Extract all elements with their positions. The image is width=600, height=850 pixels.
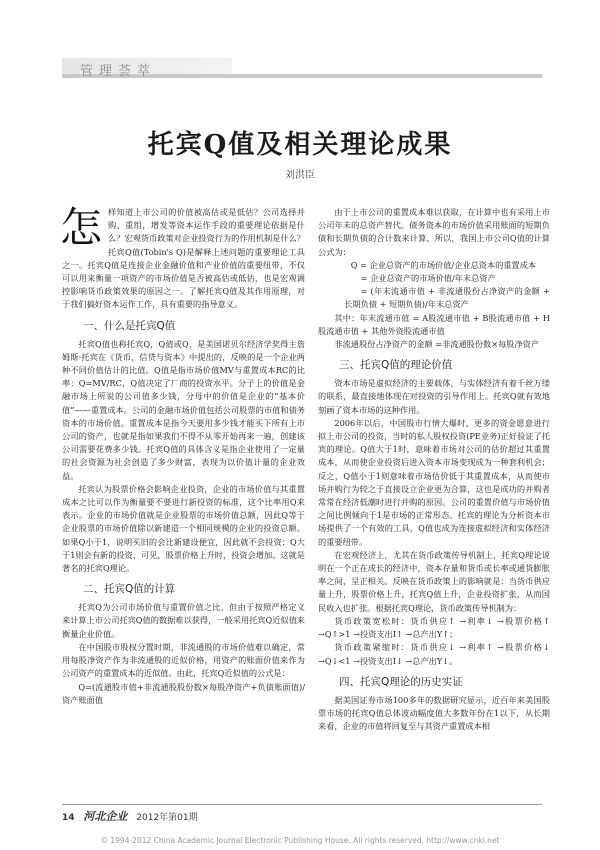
section-heading-3: 三、托宾Q值的理论价值: [339, 359, 453, 372]
transmission-line: 货币政策宽松时：货币供应↑ →利率↓ →股票价格↑ →Q↑>1 →投资支出I↑ →总产出Y↑；: [318, 615, 550, 640]
formula: Q = 企业总资产的市场价值/企业总资本的重置成本: [350, 259, 537, 270]
paragraph: 托宾Q值也称托宾Q，Q值或Q，是美国诺贝尔经济学奖得主詹姆斯·托宾在《货币，信贷与资本》中提出的，反映的是一个企业两种不同价值估计的比值。Q值是指市场价值MV与重置成本RC的比率：Q=MV/RC，Q值决定了厂商的投资水平。分子上的价值是金融市场上所说的公司值多少钱，分母中的价值是企业的“基本价值”——重置成本。公司的金融市场价值包括公司股票的市值和债务资本的市场价值。重置成本是指今天要用多少钱才能买下所有上市公司的资产，也就是指如果我们不得不从零开始再来一遍，创建该公司需要花费多少钱。托宾Q值的具体含义是指企业使用了一定量的社会资源为社会创造了多少财富，表现为以价值计量的企业效益。: [62, 338, 305, 481]
drop-cap: 怎: [60, 203, 103, 252]
formula: = 企业总资产的市场价值/年末总资产: [360, 273, 496, 284]
formula: Q=(流通股市值+非流通股股份数×每股净资产+负债账面值)/资产账面值: [62, 681, 305, 705]
section-heading-2: 二、托宾Q值的计算: [83, 583, 176, 596]
paragraph: 托宾认为股票价格会影响企业投资，企业的市场价值与其重置成本之比可以作为衡量要不要进行新投资的标准，这个比率用Q来表示。企业的市场价值就是企业股票的市场价值总额，因此Q等于企业股票的市场价值除以新建造一个相同规模的企业的投资总额。如果Q小于1，说明买旧的会比新建设便宜，因此就不会投资；Q大于1则会有新的投资，可见，股票价格上升时，投资会增加。这就是著名的托宾Q理论。: [62, 483, 305, 574]
paragraph: 据美国证券市场100多年的数据研究显示，近百年来美国股票市场的托宾Q值总体波动幅度值大多数年份在1以下，从长期来看，企业的市值将回复至与其资产重置成本相: [318, 694, 550, 732]
transmission-line: 货币政策紧缩时：货币供应↓ →利率↑ →股票价格↓ →Q↓<1 →投资支出I↓ →总产出Y↓。: [318, 642, 550, 666]
intro-paragraph: 样知道上市公司的价值被高估或是低估？公司选择并购、重组，增发等资本运作手段的重要理论依据是什么？宏观货币政策对企业投资行为的作用机制是什么？托宾Q值(Tobin's Q)是解释上述问题的重要理论工具之一。托宾Q值是连接企业金融价值和产业价值的重要纽带，不仅可以用来衡量一项资产的市场价值是否被高估或低估，也是宏观调控影响货币政策效果的原因之一。了解托宾Q值及其作用原理，对于我们搞好资本运作工作，具有重要的指导意义。: [62, 207, 305, 310]
paragraph: 由于上市公司的重置成本难以获取，在计算中也有采用上市公司年末的总资产替代。债务资本的市场价值采用账面的短期负债和长期负债的合计数来计算，所以，我国上市公司Q值的计算公式为：: [318, 207, 550, 257]
left-column: [60, 203, 305, 707]
paragraph: 在宏观经济上，尤其在货币政策传导机制上，托宾Q理论说明在一个正在成长的经济中，资本存量和货币或长率或通货膨胀率之间，呈正相关。反映在货币政策上的影响就是：当货币供应量上升，股票价格上升，托宾Q值上升，企业投资扩张，从而国民收入也扩张。根据托宾Q理论，货币政策传导机制为：: [318, 549, 550, 613]
issue-label: 2012年第01期: [136, 813, 198, 823]
paragraph: 2006年以后，中国股市行情大爆时，更多的资金愿意进行拟上市公司的投资，当时的私人股权投资(PE业务)正好验证了托宾的理论。Q值大于1时，意味着市场对公司的估价超过其重置成本，从而使企业投资后进入资本市场变现成为一种套利机会；反之，Q值小于1则意味着市场估价低于其重置成本，从而使市场并购行为较之于直接设立企业更为合算，这也是成功的并购者常常在经济低潮时进行并购的原因。公司的重置价值与市场价值之间比例倾向于1是市场的正常形态。托宾的理论为分析资本市场提供了一个有效的工具，Q值也成为连接虚拟经济和实体经济的重要纽带。: [318, 417, 550, 547]
paragraph: 在中国股市股权分置时期，非流通股的市场价值难以确定，常用每股净资产作为非流通股的近似价格，用资产的账面价值来作为公司资产的重置成本的近似值。由此，托宾Q近似值的公式是：: [62, 641, 305, 679]
formula: = (年末流通市值 + 非流通股份占净资产的金额 + 长期负债 + 短期负债)/年末总资产: [344, 286, 550, 310]
page-footer: [62, 808, 198, 824]
article-author: 刘洪臣: [285, 170, 315, 181]
paragraph: 资本市场是虚拟经济的主要载体，与实体经济有着千丝万缕的联系，最直接地体现在对投资的引导作用上。托宾Q就有效地刻画了资本市场的这种作用。: [318, 378, 550, 415]
footer-rule: [62, 804, 542, 805]
paragraph: 托宾Q为公司市场价值与重置价值之比，但由于按照严格定义来计算上市公司托宾Q值的数据难以获得，一般采用托宾Q近似值来衡量企业价值。: [62, 602, 305, 639]
section-heading-4: 四、托宾Q理论的历史实证: [339, 675, 463, 688]
page-number: 14: [62, 813, 75, 823]
formula: 非流通股份占净资产的金额 =非流通股份数×每股净资产: [334, 339, 540, 350]
formula: 其中：年末流通市值 = A股流通市值 + B股流通市值 + H股流通市值 + 其他外资股流通市值: [318, 312, 550, 336]
copyright-notice: © 1994-2012 China Academic Journal Electronic Publishing House. All rights reserved. http://www.cnki.net: [100, 836, 500, 845]
article-title: 托宾Q值及相关理论成果: [147, 130, 453, 160]
magazine-name: 河北企业: [83, 810, 128, 823]
section-label: 管理荟萃: [80, 64, 157, 79]
section-heading-1: 一、什么是托宾Q值: [83, 319, 176, 332]
right-column: [318, 206, 550, 733]
